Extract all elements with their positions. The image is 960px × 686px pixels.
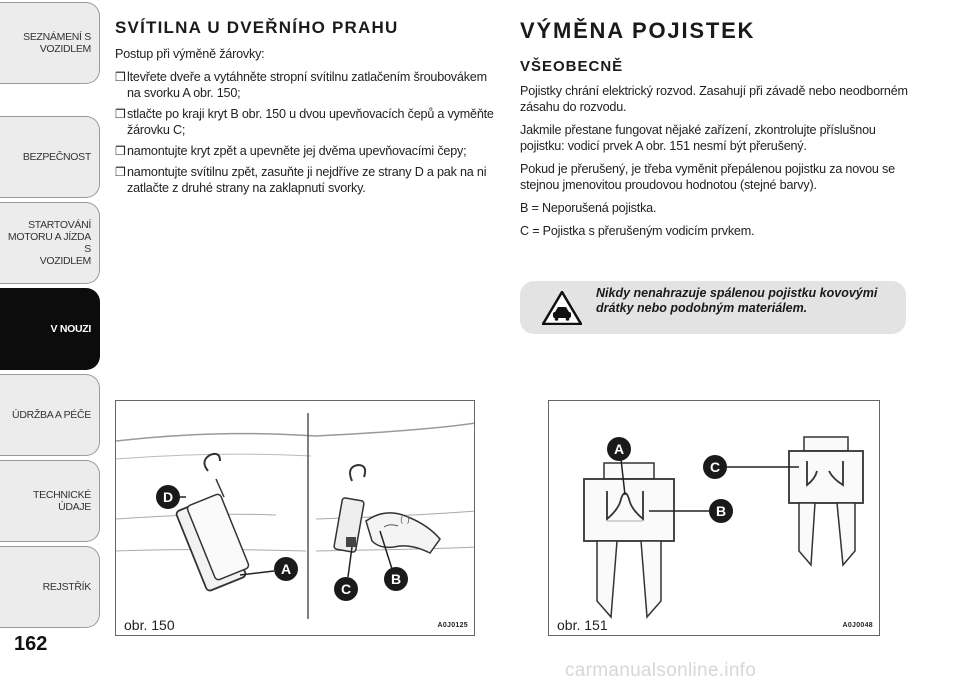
callout-label: D	[162, 489, 174, 505]
tab-label: STARTOVÁNÍ MOTORU A JÍZDA S VOZIDLEM	[7, 219, 91, 267]
section-title: SVÍTILNA U DVEŘNÍHO PRAHU	[115, 18, 399, 37]
checkbox-bullet-icon: ❒	[115, 144, 126, 158]
tab-label: REJSTŘÍK	[42, 581, 91, 593]
checkbox-bullet-icon: ❒	[115, 107, 126, 121]
tab-label: TECHNICKÉ ÚDAJE	[33, 489, 91, 513]
watermark: carmanualsonline.info	[565, 660, 757, 681]
step-text: stlačte po kraji kryt B obr. 150 u dvou upevňovacích čepů a vyměňte žárovku C;	[127, 107, 494, 137]
warning-box	[520, 281, 906, 334]
tab-label: SEZNÁMENÍ S VOZIDLEM	[23, 31, 91, 55]
figure-150	[115, 400, 475, 636]
figure-151	[548, 400, 880, 636]
left-column	[115, 18, 500, 201]
callout-label: A	[280, 561, 292, 577]
subsection-title: VŠEOBECNĚ	[520, 58, 624, 75]
figure-code: A0J0048	[842, 622, 873, 629]
tab-label: ÚDRŽBA A PÉČE	[12, 409, 91, 421]
warning-car-icon	[542, 291, 582, 325]
callout-c	[703, 455, 727, 479]
step-text: namontujte kryt zpět a upevněte jej dvěma upevňovacími čepy;	[127, 144, 467, 158]
door-sill-lamp-illustration	[116, 401, 475, 636]
callout-label: C	[340, 581, 352, 597]
paragraph: C = Pojistka s přerušeným vodicím prvkem.	[520, 224, 755, 238]
intro-text: Postup při výměně žárovky:	[115, 47, 265, 61]
callout-b	[709, 499, 733, 523]
main-title: VÝMĚNA POJISTEK	[520, 18, 756, 43]
paragraph: Pokud je přerušený, je třeba vyměnit přepálenou pojistku za novou se stejnou jmenovitou proudovou hodnotou (stejné barvy).	[520, 162, 895, 192]
list-item	[115, 69, 500, 101]
step-text: ltevřete dveře a vytáhněte stropní svítilnu zatlačením šroubovákem na svorku A obr. 150;	[127, 70, 487, 100]
callout-a	[274, 557, 298, 581]
fuse-illustration	[549, 401, 880, 636]
warning-text: Nikdy nenahrazuje spálenou pojistku kovovými drátky nebo podobným materiálem.	[596, 286, 878, 315]
svg-text:( ): ( )	[400, 516, 410, 526]
step-text: namontujte svítilnu zpět, zasuňte ji nejdříve ze strany D a pak na ni zatlačte z druhé strany na zaklapnutí svorky.	[127, 165, 487, 195]
paragraph: Pojistky chrání elektrický rozvod. Zasahují při závadě nebo neodborném zásahu do rozvodu.	[520, 84, 908, 114]
tab-technicke-udaje[interactable]	[0, 460, 100, 542]
list-item	[115, 164, 500, 196]
tab-label: BEZPEČNOST	[22, 151, 91, 163]
blown-fuse	[789, 437, 863, 565]
page-number: 162	[14, 633, 48, 655]
callout-d	[156, 485, 180, 509]
figure-code: A0J0125	[437, 622, 468, 629]
tab-startovani[interactable]	[0, 202, 100, 284]
tab-label: V NOUZI	[50, 323, 91, 335]
figure-caption: obr. 150	[124, 617, 175, 633]
tab-udrzba[interactable]	[0, 374, 100, 456]
callout-label: B	[390, 571, 402, 587]
paragraph: B = Neporušená pojistka.	[520, 201, 657, 215]
figure-caption: obr. 151	[557, 617, 608, 633]
callout-label: B	[715, 503, 727, 519]
paragraph: Jakmile přestane fungovat nějaké zařízení, zkontrolujte příslušnou pojistku: vodicí prvek A obr. 151 nesmí být přerušený.	[520, 123, 876, 153]
checkbox-bullet-icon: ❒	[115, 165, 126, 179]
checkbox-bullet-icon: ❒	[115, 70, 126, 84]
list-item	[115, 106, 500, 138]
callout-label: A	[613, 441, 625, 457]
intact-fuse	[584, 463, 674, 617]
tab-seznameni[interactable]	[0, 2, 100, 84]
tab-bezpecnost[interactable]	[0, 116, 100, 198]
list-item	[115, 143, 500, 159]
callout-a	[607, 437, 631, 461]
right-column	[520, 18, 910, 246]
callout-b	[384, 567, 408, 591]
callout-c	[334, 577, 358, 601]
tab-rejstrik[interactable]	[0, 546, 100, 628]
callout-label: C	[709, 459, 721, 475]
tab-v-nouzi[interactable]	[0, 288, 100, 370]
